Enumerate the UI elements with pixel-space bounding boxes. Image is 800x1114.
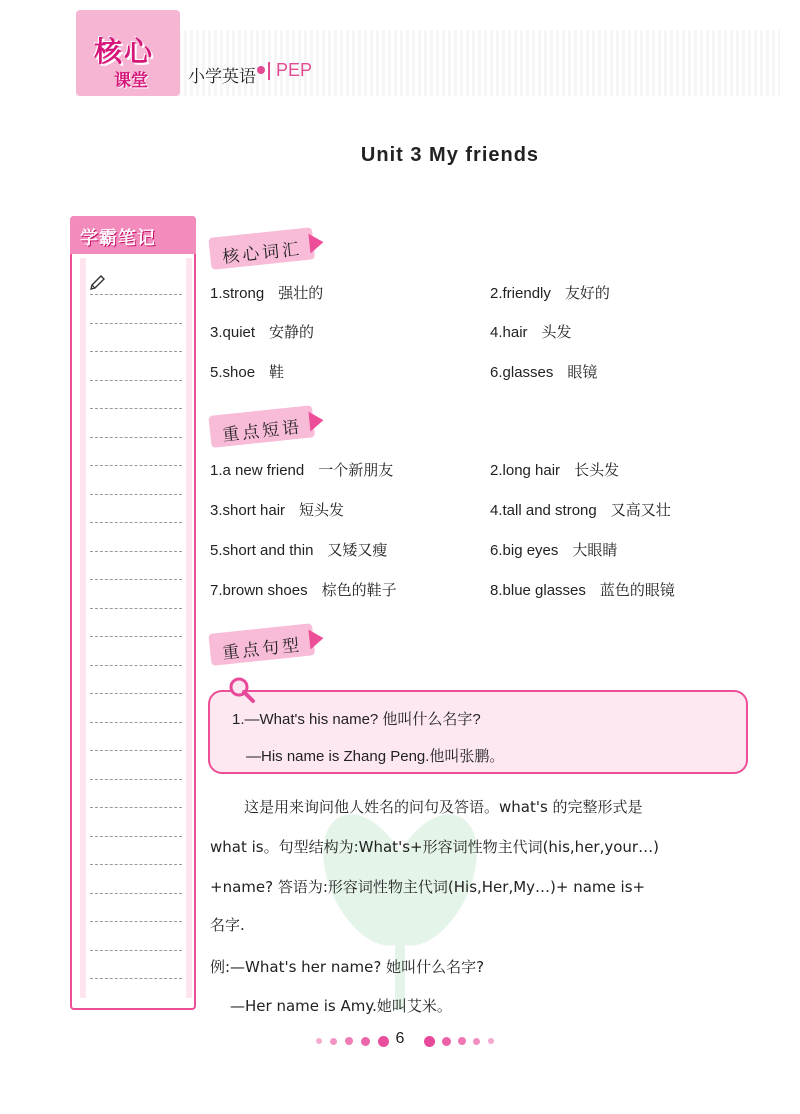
explanation-line: +name? 答语为:形容词性物主代词(His,Her,My…)+ name is+ [210,878,646,896]
list-item: 6.big eyes 大眼睛 [490,541,618,559]
page-number: 6 [395,1030,405,1047]
header-edition: PEP [276,60,313,80]
footer-dot [424,1036,435,1047]
note-line [90,893,182,894]
header-band [76,30,780,96]
note-line [90,750,182,751]
list-item: 6.glasses 眼镜 [490,363,598,381]
list-item: 4.hair 头发 [490,323,572,341]
note-line [90,294,182,295]
list-item: 1.a new friend 一个新朋友 [210,461,394,479]
header-dot [257,66,265,74]
list-item: 3.short hair 短头发 [210,501,345,519]
footer-dot [473,1038,480,1045]
pencil-icon [88,274,106,292]
footer-dot [330,1038,337,1045]
notes-inner [80,258,192,998]
note-line [90,579,182,580]
section-tag-sentences [208,623,315,666]
note-line [90,636,182,637]
note-line [90,465,182,466]
list-item: 7.brown shoes 棕色的鞋子 [210,581,397,599]
note-line [90,380,182,381]
list-item: 5.shoe 鞋 [210,363,285,381]
list-item: 1.strong 强壮的 [210,284,324,302]
note-line [90,978,182,979]
footer-dot [361,1037,370,1046]
footer-dot [345,1037,353,1045]
list-item: 3.quiet 安静的 [210,323,315,341]
note-line [90,807,182,808]
note-line [90,921,182,922]
logo-line2: 课堂 [114,71,148,91]
note-line [90,351,182,352]
note-line [90,551,182,552]
list-item: 4.tall and strong 又高又壮 [490,501,671,519]
footer-dot [442,1037,451,1046]
note-line [90,665,182,666]
note-line [90,950,182,951]
section-title-phrases: 重点短语 [221,417,304,446]
explanation-line: what is。句型结构为:What's+形容词性物主代词(his,her,your…) [210,838,659,856]
notes-title: 学霸笔记 [80,228,156,249]
section-title-sentences: 重点句型 [221,635,304,664]
key-sentence-answer: —His name is Zhang Peng.他叫张鹏。 [246,748,505,765]
section-tag-vocab [208,227,315,270]
list-item: 2.friendly 友好的 [490,284,610,302]
note-line [90,522,182,523]
note-line [90,608,182,609]
explanation-line: 名字. [210,916,245,934]
magnifier-icon [228,676,256,704]
example-answer: —Her name is Amy.她叫艾米。 [230,997,452,1015]
note-line [90,437,182,438]
note-line [90,836,182,837]
note-line [90,864,182,865]
example-question: 例:—What's her name? 她叫什么名字? [210,958,485,976]
note-line [90,722,182,723]
key-sentence-question: 1.—What's his name? 他叫什么名字? [232,711,481,728]
page-title: Unit 3 My friends [360,144,540,166]
section-tag-phrases [208,405,315,448]
footer-dot [378,1036,389,1047]
list-item: 8.blue glasses 蓝色的眼镜 [490,581,675,599]
note-line [90,323,182,324]
footer-dot [316,1038,322,1044]
note-line [90,408,182,409]
note-line [90,693,182,694]
header-subject: 小学英语 [188,67,256,87]
explanation-line: 这是用来询问他人姓名的问句及答语。what's 的完整形式是 [244,798,643,816]
logo-line1: 核心 [94,35,155,68]
header-divider [268,62,270,80]
note-line [90,494,182,495]
note-line [90,779,182,780]
list-item: 5.short and thin 又矮又瘦 [210,541,388,559]
footer-dot [488,1038,494,1044]
list-item: 2.long hair 长头发 [490,461,620,479]
footer-dot [458,1037,466,1045]
section-title-vocab: 核心词汇 [221,239,304,268]
logo [76,10,180,96]
